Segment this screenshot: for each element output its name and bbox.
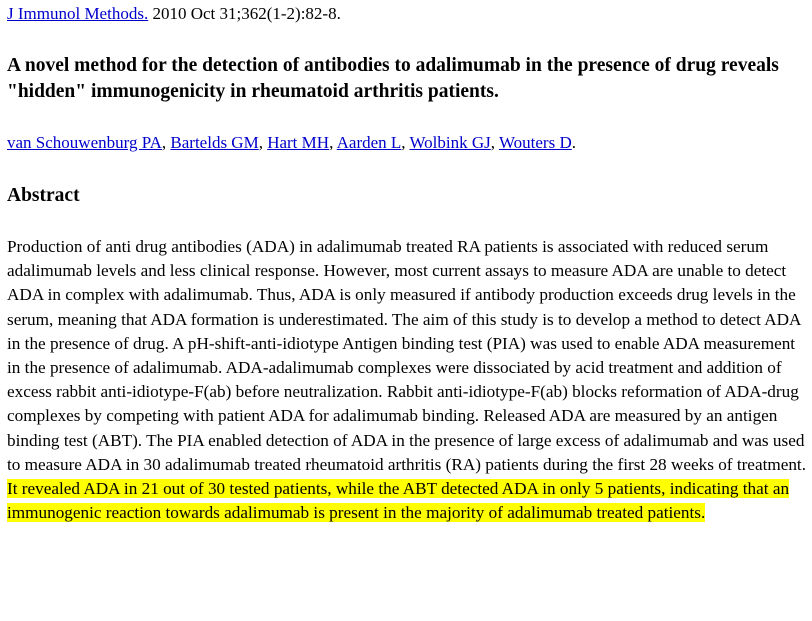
author-link[interactable]: Bartelds GM	[170, 133, 259, 152]
author-separator: ,	[258, 133, 268, 152]
author-link[interactable]: Wolbink GJ	[409, 133, 491, 152]
author-separator: ,	[490, 133, 499, 152]
author-link[interactable]: Hart MH	[267, 133, 330, 152]
abstract-body	[7, 235, 807, 525]
citation-details: 2010 Oct 31;362(1-2):82-8.	[148, 4, 341, 23]
author-separator: ,	[161, 133, 171, 152]
journal-link[interactable]: J Immunol Methods.	[7, 4, 149, 23]
author-link[interactable]: van Schouwenburg PA	[7, 133, 162, 152]
author-link[interactable]: Wouters D	[498, 133, 572, 152]
article-title: A novel method for the detection of antibodies to adalimumab in the presence of drug reveals "hidden" immunogenicity in rheumatoid arthritis patients.	[7, 55, 779, 102]
author-terminator: .	[571, 133, 576, 152]
abstract-highlighted-text: It revealed ADA in 21 out of 30 tested patients, while the ABT detected ADA in only 5 patients, indicating that an immunogenic reaction towards adalimumab is present in the majority of adalimumab treated patients.	[7, 479, 790, 523]
author-separator: ,	[329, 133, 337, 152]
citation-line	[7, 3, 341, 25]
author-list	[7, 132, 576, 154]
abstract-heading: Abstract	[7, 185, 80, 206]
abstract-text: Production of anti drug antibodies (ADA) in adalimumab treated RA patients is associated with reduced serum adalimumab levels and less clinical response. However, most current assays to measure ADA are unable to detect ADA in complex with adalimumab. Thus, ADA is only measured if antibody production exceeds drug levels in the serum, meaning that ADA formation is underestimated. The aim of this study is to develop a method to detect ADA in the presence of drug. A pH-shift-anti-idiotype Antigen binding test (PIA) was used to enable ADA measurement in the presence of adalimumab. ADA-adalimumab complexes were dissociated by acid treatment and addition of excess rabbit anti-idiotype-F(ab) before neutralization. Rabbit anti-idiotype-F(ab) blocks reformation of ADA-drug complexes by competing with patient ADA for adalimumab binding. Released ADA are measured by an antigen binding test (ABT). The PIA enabled detection of ADA in the presence of large excess of adalimumab and was used to measure ADA in 30 adalimumab treated rheumatoid arthritis (RA) patients during the first 28 weeks of treatment.	[7, 237, 807, 474]
author-separator: ,	[401, 133, 410, 152]
author-link[interactable]: Aarden L	[336, 133, 402, 152]
